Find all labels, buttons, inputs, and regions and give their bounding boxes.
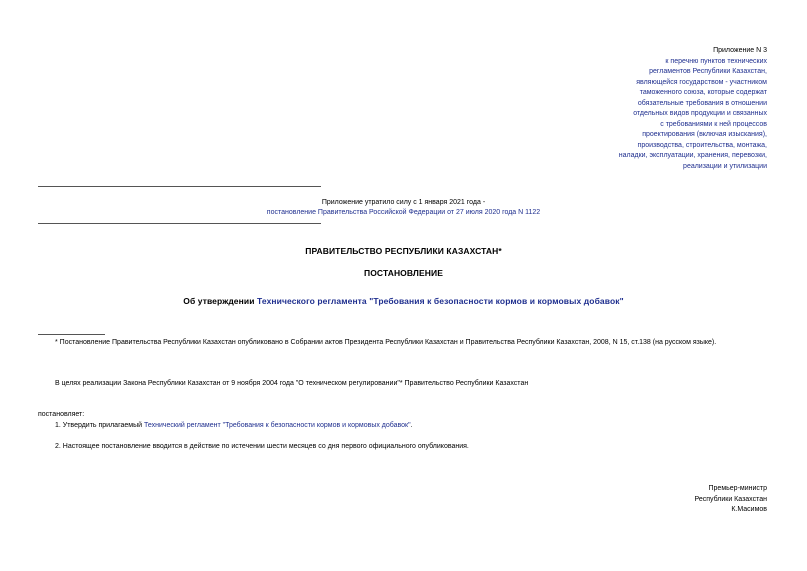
decree-type-heading: ПОСТАНОВЛЕНИЕ (364, 268, 443, 278)
appendix-line[interactable]: таможенного союза, которые содержат (639, 89, 767, 96)
resolves-label: постановляет: (38, 411, 85, 418)
item-1-link[interactable]: Технический регламент "Требования к безопасности кормов и кормовых добавок" (143, 422, 411, 429)
appendix-line[interactable]: производства, строительства, монтажа, (637, 141, 767, 149)
signature-name: К.Масимов (731, 506, 767, 513)
item-1 (55, 421, 413, 432)
appendix-line[interactable]: регламентов Республики Казахстан, (649, 68, 767, 75)
item-1-suffix: . (410, 422, 413, 429)
footnote-rule (38, 334, 105, 335)
notice-line-1: Приложение утратило силу с 1 января 2021 года - (321, 199, 486, 206)
decree-title (0, 296, 807, 306)
government-heading: ПРАВИТЕЛЬСТВО РЕСПУБЛИКИ КАЗАХСТАН* (305, 246, 502, 256)
appendix-line[interactable]: к перечню пунктов технических (665, 57, 767, 65)
notice-rule-bottom (38, 223, 321, 224)
appendix-line[interactable]: реализации и утилизации (683, 162, 767, 170)
notice-link[interactable]: постановление Правительства Российской Федерации от 27 июля 2020 года N 1122 (266, 209, 541, 216)
item-1-prefix: 1. Утвердить прилагаемый (55, 422, 144, 429)
item-2: 2. Настоящее постановление вводится в действие по истечении шести месяцев со дня первого официального опубликования. (55, 443, 469, 450)
appendix-line[interactable]: обязательные требования в отношении (637, 99, 767, 107)
footnote: * Постановление Правительства Республики Казахстан опубликовано в Собрании актов Президента Республики Казахстан и Правительства Республики Казахстан, 2008, N 15, ст.138 (на русском языке). (55, 339, 717, 346)
notice-rule-top (38, 186, 321, 187)
appendix-title: Приложение N 3 (713, 47, 767, 54)
preamble: В целях реализации Закона Республики Казахстан от 9 ноября 2004 года "О техническом регулировании"* Правительство Республики Казахстан (55, 380, 529, 387)
decree-title-prefix: Об утверждении (183, 296, 257, 306)
appendix-line[interactable]: наладки, эксплуатации, хранения, перевозки, (618, 152, 767, 159)
signature-block (567, 484, 767, 516)
appendix-header (467, 46, 767, 172)
appendix-line[interactable]: отдельных видов продукции и связанных (633, 110, 767, 117)
signature-country: Республики Казахстан (694, 495, 767, 503)
appendix-line[interactable]: являющейся государством - участником (636, 78, 767, 86)
appendix-line[interactable]: с требованиями к ней процессов (660, 120, 767, 128)
decree-title-link[interactable]: Технического регламента "Требования к безопасности кормов и кормовых добавок" (256, 296, 624, 306)
appendix-line[interactable]: проектирования (включая изыскания), (642, 131, 767, 138)
signature-position: Премьер-министр (708, 485, 767, 492)
